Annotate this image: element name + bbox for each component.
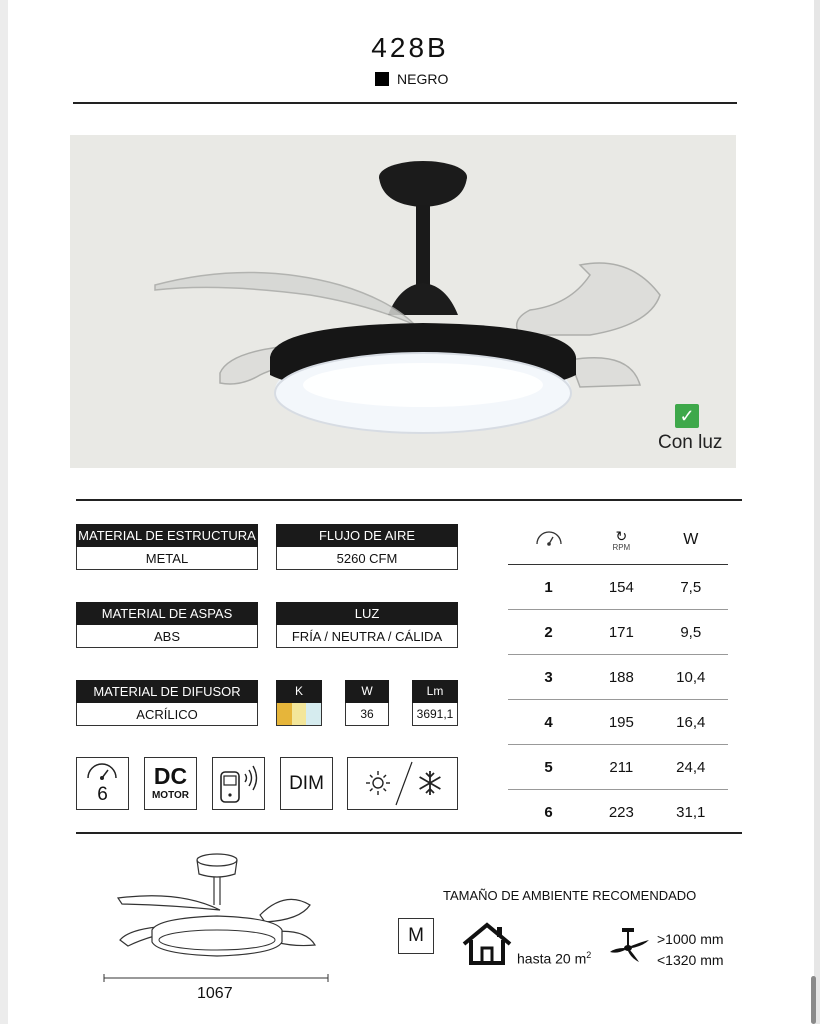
spec-label: LUZ [276,602,458,625]
spec-label: FLUJO DE AIRE [276,524,458,547]
rpm-label: RPM [612,542,631,552]
sun-icon [366,771,390,795]
rpm-cell: 195 [589,700,653,745]
table-row [508,565,728,610]
spec-material-aspas [76,602,258,650]
product-photo [70,135,736,468]
height-min: >1000 mm [657,931,724,947]
speed-cell: 3 [508,655,589,700]
neutral-swatch [292,703,307,725]
season-mode-box [347,757,458,810]
spec-value: 3691,1 [412,703,458,726]
w-column-header: W [654,516,728,565]
table-row [508,790,728,835]
model-title: 428B [371,32,449,63]
spec-value: ABS [76,625,258,648]
snowflake-icon [420,771,441,795]
table-row [508,655,728,700]
rotation-icon: ↻ [615,527,628,544]
house-icon [461,922,513,966]
room-size-title: TAMAÑO DE AMBIENTE RECOMENDADO [443,888,697,903]
ceiling-fan-icon [609,926,653,964]
speed-column-header [508,516,589,565]
speed-table-header [508,516,728,565]
speed-cell: 1 [508,565,589,610]
season-mode-icons [348,758,457,809]
watts-cell: 31,1 [676,803,706,821]
spec-value: 5260 CFM [276,547,458,570]
mode-divider [396,762,412,805]
color-indicator [375,71,448,87]
spec-value: METAL [76,547,258,570]
spec-value: FRÍA / NEUTRA / CÁLIDA [276,625,458,648]
room-area-text: hasta 20 m [517,950,587,967]
speed-cell: 4 [508,700,589,745]
speedometer-icon [533,528,565,548]
color-temperature-swatches [276,703,322,726]
spec-k [276,680,322,728]
warm-swatch [277,703,292,725]
scrollbar-thumb[interactable] [811,976,816,1024]
specs-top-divider [76,499,742,501]
speed-cell: 5 [508,745,589,790]
spec-label: Lm [412,680,458,703]
spec-material-estructura [76,524,258,572]
spec-material-difusor [76,680,258,728]
watts-cell: 16,4 [654,700,728,745]
ceiling-height-range [657,929,724,971]
watts-cell: 9,5 [654,610,728,655]
table-row [508,745,728,790]
speed-cell: 2 [508,610,589,655]
speed-count: 6 [97,784,108,805]
light-label: Con luz [658,432,723,453]
table-row [508,610,728,655]
spec-luz [276,602,458,650]
specs-bottom-divider [76,832,742,834]
header-divider [73,102,737,104]
spec-w [345,680,389,728]
table-row [508,700,728,745]
remote-box [212,757,265,810]
rpm-cell: 188 [589,655,653,700]
spec-value: 36 [345,703,389,726]
rpm-cell: 154 [589,565,653,610]
left-edge [0,0,8,1024]
rpm-cell: 223 [608,803,634,821]
color-name: NEGRO [397,71,449,87]
dc-motor-box [144,757,197,810]
spec-label: MATERIAL DE ASPAS [76,602,258,625]
spec-value: ACRÍLICO [76,703,258,726]
speeds-box [76,757,129,810]
spec-label: K [276,680,322,703]
spec-flujo-de-aire [276,524,458,572]
light-check-icon: ✓ [675,404,699,428]
spec-lm [412,680,458,728]
dim-box: DIM [280,757,333,810]
speed-cell: 6 [544,803,553,821]
room-area-superscript: 2 [586,950,592,960]
rpm-cell: 171 [589,610,653,655]
fan-dimension-diagram [100,850,340,985]
height-max: <1320 mm [657,952,724,968]
dc-label: DC [153,763,188,789]
right-edge [814,0,820,1024]
room-area-label [517,950,591,967]
diameter-label: 1067 [197,985,233,1002]
remote-control-icon [213,758,264,809]
color-swatch [375,72,389,86]
spec-label: MATERIAL DE DIFUSOR [76,680,258,703]
watts-cell: 24,4 [654,745,728,790]
ceiling-fan-illustration [70,135,736,468]
watts-cell: 10,4 [654,655,728,700]
motor-label: MOTOR [151,790,190,801]
rpm-cell: 211 [589,745,653,790]
room-size-badge: M [398,918,434,954]
cool-swatch [306,703,321,725]
speed-table [508,516,728,834]
spec-label: W [345,680,389,703]
watts-cell: 7,5 [654,565,728,610]
spec-label: MATERIAL DE ESTRUCTURA [76,524,258,547]
rpm-column-header [589,516,653,565]
